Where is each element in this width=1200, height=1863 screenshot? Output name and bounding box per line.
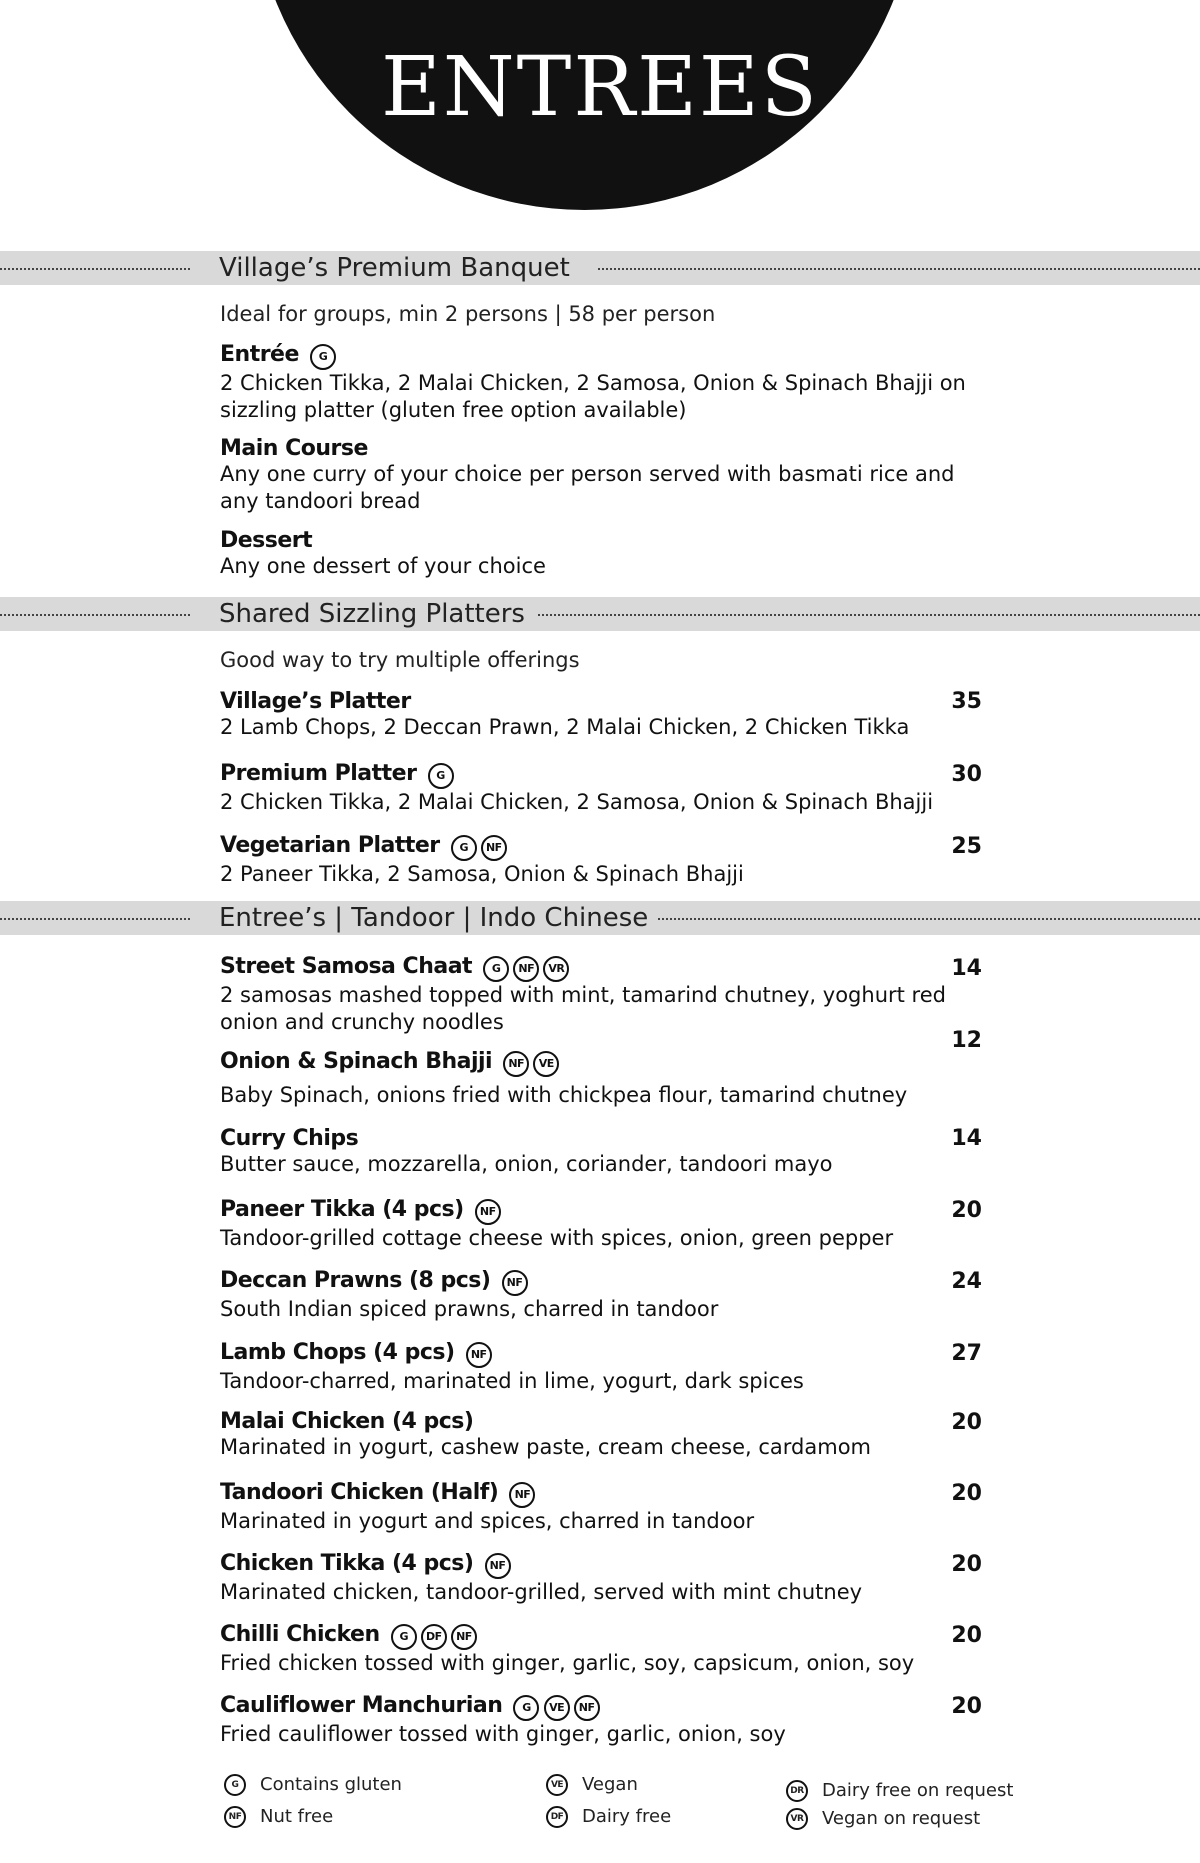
menu-item — [220, 342, 980, 424]
item-name: Cauliflower Manchurian — [220, 1693, 503, 1718]
item-name: Chicken Tikka (4 pcs) — [220, 1551, 474, 1576]
item-description: Marinated in yogurt, cashew paste, cream cheese, cardamom — [220, 1435, 872, 1459]
nut-free-icon: NF — [574, 1695, 600, 1721]
vegan-icon: VE — [546, 1774, 568, 1796]
item-description: Fried chicken tossed with ginger, garlic, soy, capsicum, onion, soy — [220, 1650, 915, 1675]
item-description: Marinated in yogurt and spices, charred in tandoor — [220, 1508, 755, 1533]
menu-item — [220, 1126, 980, 1178]
legend-label: Vegan on request — [822, 1808, 981, 1829]
item-description: Baby Spinach, onions fried with chickpea flour, tamarind chutney — [220, 1082, 908, 1107]
item-name: Tandoori Chicken (Half) — [220, 1480, 499, 1505]
menu-item — [220, 1622, 980, 1677]
menu-item — [220, 1409, 980, 1461]
item-price: 24 — [951, 1269, 982, 1294]
menu-item — [220, 833, 980, 888]
nut-free-icon: NF — [481, 835, 507, 861]
item-description: Any one dessert of your choice — [220, 554, 546, 578]
dotted-divider — [598, 268, 1200, 270]
legend-item — [786, 1780, 1013, 1802]
nut-free-icon: NF — [466, 1342, 492, 1368]
item-price: 35 — [951, 689, 982, 714]
item-name: Entrée — [220, 342, 299, 367]
menu-item — [220, 1340, 980, 1395]
dairy-free-icon: DF — [546, 1806, 568, 1828]
nut-free-icon: NF — [503, 1051, 529, 1077]
gluten-icon: G — [310, 344, 336, 370]
item-description: 2 samosas mashed topped with mint, tamarind chutney, yoghurt red onion and crunchy noodles — [220, 982, 946, 1034]
dotted-divider — [0, 918, 190, 920]
vegan-on-request-icon: VR — [543, 956, 569, 982]
item-description: 2 Chicken Tikka, 2 Malai Chicken, 2 Samosa, Onion & Spinach Bhajji on sizzling platter (gluten free option available) — [220, 370, 966, 422]
item-name: Chilli Chicken — [220, 1622, 380, 1647]
item-description: Fried cauliflower tossed with ginger, garlic, onion, soy — [220, 1721, 786, 1746]
item-name: Village’s Platter — [220, 689, 411, 714]
item-price: 25 — [951, 834, 982, 859]
nut-free-icon: NF — [485, 1553, 511, 1579]
item-description: 2 Chicken Tikka, 2 Malai Chicken, 2 Samosa, Onion & Spinach Bhajji — [220, 789, 934, 814]
dietary-badges — [310, 344, 335, 370]
item-description: Butter sauce, mozzarella, onion, coriander, tandoori mayo — [220, 1152, 833, 1176]
menu-item — [220, 1480, 980, 1535]
gluten-icon: G — [224, 1774, 246, 1796]
dietary-badges — [503, 1051, 558, 1077]
item-description: 2 Lamb Chops, 2 Deccan Prawn, 2 Malai Chicken, 2 Chicken Tikka — [220, 715, 910, 739]
section-title: Entree’s | Tandoor | Indo Chinese — [219, 901, 658, 935]
gluten-icon: G — [428, 763, 454, 789]
dietary-badges — [475, 1199, 500, 1225]
legend-label: Vegan — [582, 1774, 638, 1795]
section-title: Shared Sizzling Platters — [219, 597, 535, 631]
vegan-icon: VE — [533, 1051, 559, 1077]
menu-item — [220, 689, 980, 741]
legend-item — [546, 1806, 671, 1828]
section-header-entrees — [0, 901, 1200, 935]
item-price: 20 — [951, 1552, 982, 1577]
item-name: Lamb Chops (4 pcs) — [220, 1340, 455, 1365]
menu-item — [220, 436, 980, 515]
gluten-icon: G — [451, 835, 477, 861]
dietary-badges — [466, 1342, 491, 1368]
nut-free-icon: NF — [451, 1624, 477, 1650]
dietary-badges — [509, 1482, 534, 1508]
nut-free-icon: NF — [513, 956, 539, 982]
legend-label: Dairy free — [582, 1806, 672, 1827]
menu-item — [220, 1049, 980, 1109]
item-name: Deccan Prawns (8 pcs) — [220, 1268, 491, 1293]
item-description: Tandoor-grilled cottage cheese with spices, onion, green pepper — [220, 1225, 894, 1250]
item-name: Dessert — [220, 528, 313, 553]
dotted-divider — [658, 918, 1200, 920]
dietary-badges — [451, 835, 506, 861]
section-intro: Good way to try multiple offerings — [220, 648, 580, 672]
legend-label: Contains gluten — [260, 1774, 402, 1795]
item-name: Malai Chicken (4 pcs) — [220, 1409, 474, 1434]
item-price: 20 — [951, 1410, 982, 1435]
item-price: 20 — [951, 1198, 982, 1223]
dietary-badges — [485, 1553, 510, 1579]
item-price: 12 — [951, 1028, 982, 1053]
item-description: South Indian spiced prawns, charred in tandoor — [220, 1296, 719, 1321]
menu-item — [220, 761, 980, 816]
item-name: Curry Chips — [220, 1126, 359, 1151]
gluten-icon: G — [483, 956, 509, 982]
section-title: Village’s Premium Banquet — [219, 251, 580, 285]
menu-item — [220, 954, 980, 1036]
vegan-icon: VE — [544, 1695, 570, 1721]
dietary-badges — [428, 763, 453, 789]
menu-item — [220, 528, 980, 580]
item-name: Premium Platter — [220, 761, 417, 786]
legend-item — [786, 1808, 980, 1830]
gluten-icon: G — [391, 1624, 417, 1650]
dotted-divider — [0, 268, 190, 270]
nut-free-icon: NF — [502, 1270, 528, 1296]
legend-item — [224, 1774, 402, 1796]
item-name: Vegetarian Platter — [220, 833, 440, 858]
item-description: Any one curry of your choice per person served with basmati rice and any tandoori bread — [220, 462, 955, 513]
vegan-on-request-icon: VR — [786, 1808, 808, 1830]
section-header-platters — [0, 597, 1200, 631]
legend-label: Dairy free on request — [822, 1780, 1014, 1801]
menu-item — [220, 1693, 980, 1748]
item-description: Tandoor-charred, marinated in lime, yogurt, dark spices — [220, 1368, 804, 1393]
legend-item — [224, 1806, 333, 1828]
legend-item — [546, 1774, 638, 1796]
item-name: Onion & Spinach Bhajji — [220, 1049, 493, 1074]
menu-item — [220, 1268, 980, 1323]
item-price: 30 — [951, 762, 982, 787]
item-price: 14 — [951, 1126, 982, 1151]
item-description: 2 Paneer Tikka, 2 Samosa, Onion & Spinach Bhajji — [220, 861, 744, 886]
menu-item — [220, 1197, 980, 1252]
dairy-free-icon: DF — [421, 1624, 447, 1650]
dotted-divider — [538, 614, 1200, 616]
nut-free-icon: NF — [224, 1806, 246, 1828]
item-price: 20 — [951, 1694, 982, 1719]
gluten-icon: G — [513, 1695, 539, 1721]
item-price: 27 — [951, 1341, 982, 1366]
nut-free-icon: NF — [509, 1482, 535, 1508]
page-title: ENTREES — [381, 40, 819, 135]
item-name: Street Samosa Chaat — [220, 954, 473, 979]
item-name: Main Course — [220, 436, 368, 461]
item-name: Paneer Tikka (4 pcs) — [220, 1197, 464, 1222]
nut-free-icon: NF — [475, 1199, 501, 1225]
dietary-badges — [483, 956, 568, 982]
dietary-badges — [391, 1624, 476, 1650]
legend-label: Nut free — [260, 1806, 334, 1827]
item-price: 14 — [951, 956, 982, 981]
dietary-badges — [513, 1695, 598, 1721]
menu-item — [220, 1551, 980, 1606]
dotted-divider — [0, 614, 190, 616]
item-price: 20 — [951, 1481, 982, 1506]
dairy-free-on-request-icon: DR — [786, 1780, 808, 1802]
dietary-badges — [502, 1270, 527, 1296]
section-intro: Ideal for groups, min 2 persons | 58 per person — [220, 302, 716, 326]
item-description: Marinated chicken, tandoor-grilled, served with mint chutney — [220, 1579, 863, 1604]
section-header-banquet — [0, 251, 1200, 285]
item-price: 20 — [951, 1623, 982, 1648]
